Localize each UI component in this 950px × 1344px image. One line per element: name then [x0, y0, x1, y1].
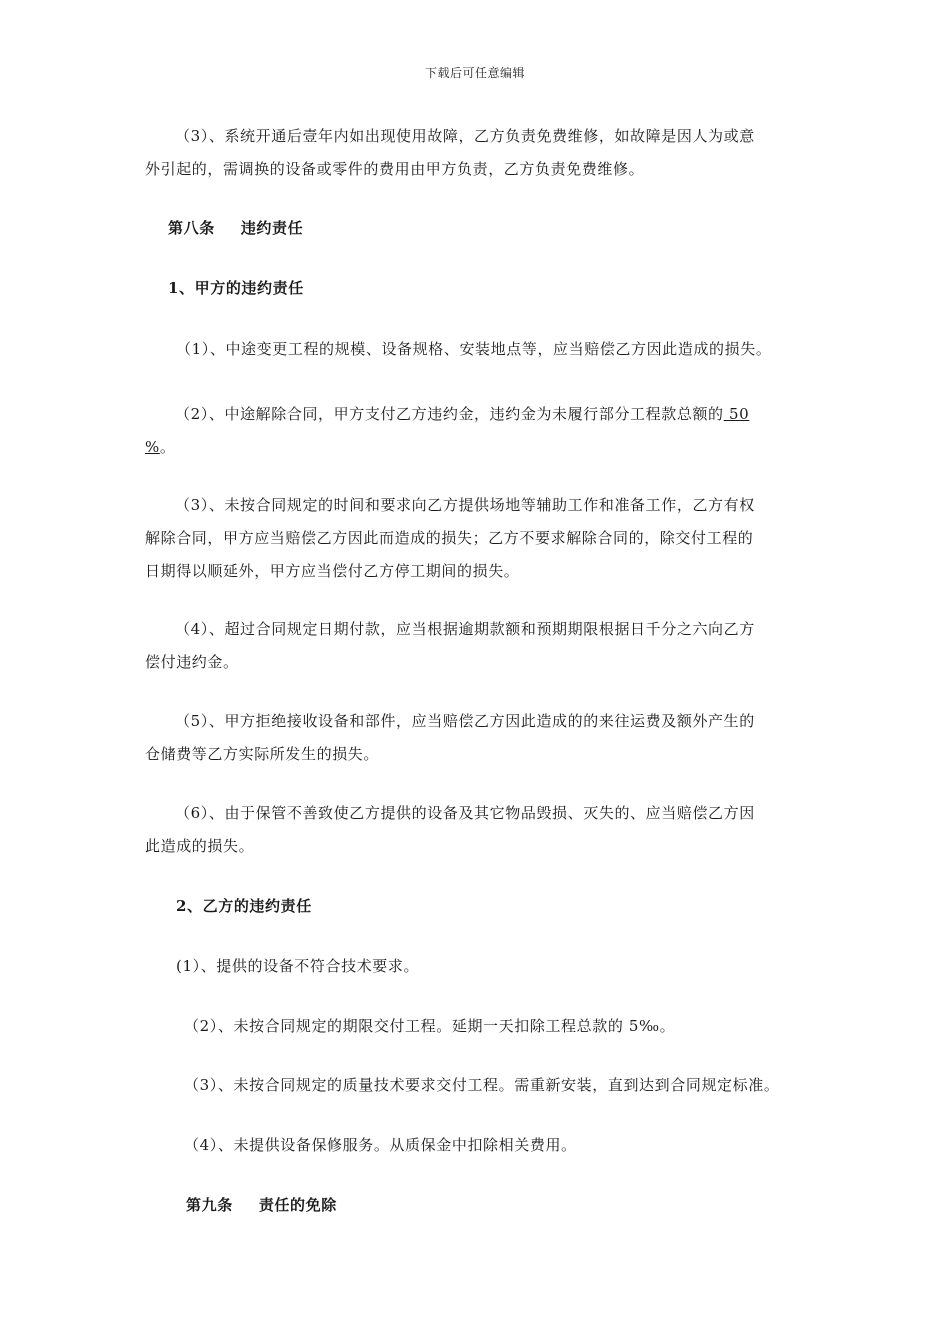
clause-7-item-3: [145, 120, 825, 186]
penalty-rate-unit: %: [145, 438, 160, 456]
party-a-item-6-line1: （6）、由于保管不善致使乙方提供的设备及其它物品毁损、灭失的、应当赔偿乙方因: [175, 804, 755, 822]
article-8-number: 第八条: [168, 219, 215, 237]
article-9-title: 责任的免除: [258, 1196, 337, 1214]
party-a-item-1: （1）、中途变更工程的规模、设备规格、安装地点等，应当赔偿乙方因此造成的损失。: [176, 340, 772, 358]
party-a-item-4-line1: （4）、超过合同规定日期付款，应当根据逾期款额和预期期限根据日千分之六向乙方: [175, 620, 755, 638]
party-a-item-3-line3: 日期得以顺延外，甲方应当偿付乙方停工期间的损失。: [145, 562, 520, 580]
party-a-item-2: [145, 398, 825, 464]
clause-7-item-3-line2: 外引起的，需调换的设备或零件的费用由甲方负责，乙方负责免费维修。: [145, 160, 645, 178]
page-header: 下载后可任意编辑: [424, 66, 525, 80]
penalty-rate-value: 50: [723, 405, 750, 423]
party-a-item-6: [145, 797, 825, 863]
party-a-item-6-line2: 此造成的损失。: [145, 837, 255, 855]
party-a-item-4: [145, 613, 825, 679]
party-a-item-5-line1: （5）、甲方拒绝接收设备和部件，应当赔偿乙方因此造成的的来往运费及额外产生的: [175, 712, 755, 730]
party-a-item-3-line2: 解除合同，甲方应当赔偿乙方因此而造成的损失；乙方不要求解除合同的，除交付工程的: [145, 529, 754, 547]
party-a-item-3-line1: （3）、未按合同规定的时间和要求向乙方提供场地等辅助工作和准备工作，乙方有权: [175, 496, 755, 514]
party-a-item-3: [145, 489, 825, 588]
party-a-item-2-text: （2）、中途解除合同，甲方支付乙方违约金，违约金为未履行部分工程款总额的: [175, 405, 724, 423]
article-9-heading: [186, 1189, 866, 1222]
party-b-item-2: （2）、未按合同规定的期限交付工程。延期一天扣除工程总款的 5‰。: [184, 1017, 676, 1035]
article-8-heading: [168, 212, 848, 245]
party-b-item-4: （4）、未提供设备保修服务。从质保金中扣除相关费用。: [184, 1136, 577, 1154]
party-a-item-5: [145, 705, 825, 771]
clause-7-item-3-line1: （3）、系统开通后壹年内如出现使用故障，乙方负责免费维修，如故障是因人为或意: [175, 127, 755, 145]
party-a-item-5-line2: 仓储费等乙方实际所发生的损失。: [145, 745, 380, 763]
party-b-item-3: （3）、未按合同规定的质量技术要求交付工程。需重新安装，直到达到合同规定标准。: [184, 1076, 780, 1094]
party-a-item-2-end: 。: [159, 438, 176, 456]
article-8-title: 违约责任: [240, 219, 304, 237]
section-2-heading: 2、乙方的违约责任: [176, 897, 312, 915]
section-1-heading: 1、甲方的违约责任: [168, 279, 304, 297]
party-b-item-1: (1）、提供的设备不符合技术要求。: [176, 957, 420, 975]
party-a-item-4-line2: 偿付违约金。: [145, 653, 239, 671]
article-9-number: 第九条: [186, 1196, 233, 1214]
